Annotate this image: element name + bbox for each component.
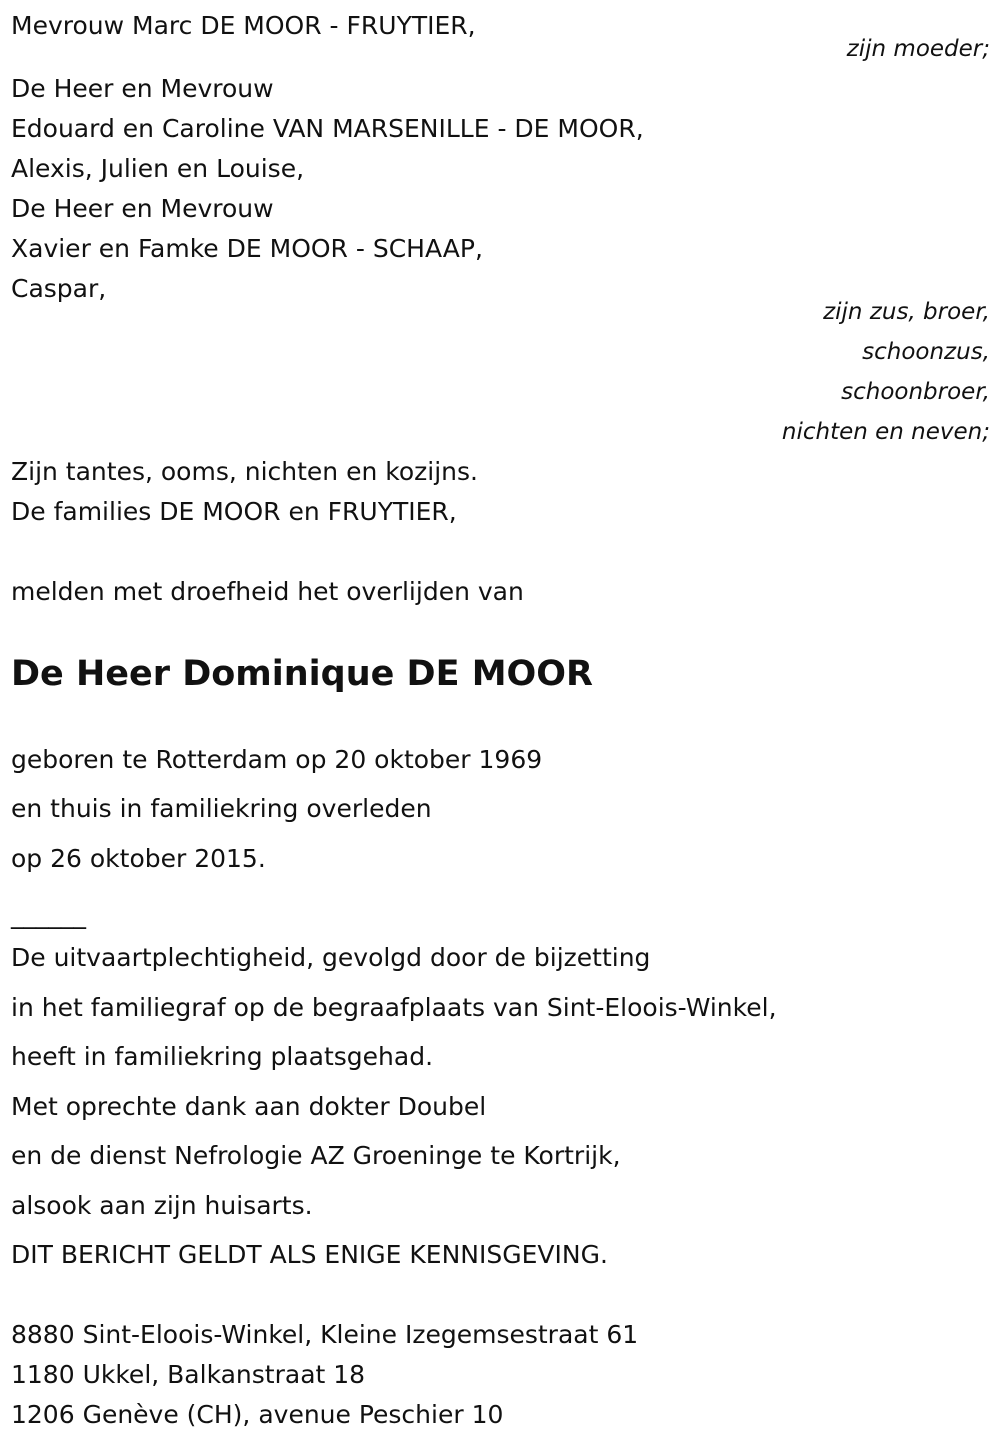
sibling-line: De Heer en Mevrouw — [11, 194, 274, 223]
sibling-role: zijn zus, broer, — [823, 299, 990, 325]
address-line: 1206 Genève (CH), avenue Peschier 10 — [11, 1400, 504, 1429]
death-line: op 26 oktober 2015. — [11, 844, 266, 873]
sibling-line: Edouard en Caroline VAN MARSENILLE - DE MOOR, — [11, 114, 644, 143]
funeral-line: alsook aan zijn huisarts. — [11, 1191, 313, 1220]
deceased-name: De Heer Dominique DE MOOR — [11, 654, 593, 694]
death-line: en thuis in familiekring overleden — [11, 794, 432, 823]
address-line: 8880 Sint-Eloois-Winkel, Kleine Izegemsestraat 61 — [11, 1320, 639, 1349]
sibling-line: Alexis, Julien en Louise, — [11, 154, 305, 183]
funeral-notice: DIT BERICHT GELDT ALS ENIGE KENNISGEVING. — [11, 1240, 608, 1269]
sibling-line: De Heer en Mevrouw — [11, 74, 274, 103]
sibling-line: Caspar, — [11, 274, 107, 303]
funeral-line: De uitvaartplechtigheid, gevolgd door de bijzetting — [11, 943, 651, 972]
funeral-line: in het familiegraf op de begraafplaats van Sint-Eloois-Winkel, — [11, 993, 777, 1022]
funeral-line: heeft in familiekring plaatsgehad. — [11, 1042, 434, 1071]
family-line: De families DE MOOR en FRUYTIER, — [11, 497, 457, 526]
announcement-intro: melden met droefheid het overlijden van — [11, 577, 524, 606]
divider: ______ — [11, 900, 86, 929]
birth-line: geboren te Rotterdam op 20 oktober 1969 — [11, 745, 543, 774]
family-line: Zijn tantes, ooms, nichten en kozijns. — [11, 457, 478, 486]
sibling-role: schoonbroer, — [841, 379, 990, 405]
mother-role: zijn moeder; — [846, 36, 990, 62]
sibling-role: nichten en neven; — [781, 419, 990, 445]
address-line: 1180 Ukkel, Balkanstraat 18 — [11, 1360, 366, 1389]
sibling-role: schoonzus, — [862, 339, 990, 365]
mother-line: Mevrouw Marc DE MOOR - FRUYTIER, — [11, 11, 476, 40]
funeral-line: en de dienst Nefrologie AZ Groeninge te Kortrijk, — [11, 1141, 621, 1170]
sibling-line: Xavier en Famke DE MOOR - SCHAAP, — [11, 234, 483, 263]
funeral-line: Met oprechte dank aan dokter Doubel — [11, 1092, 487, 1121]
